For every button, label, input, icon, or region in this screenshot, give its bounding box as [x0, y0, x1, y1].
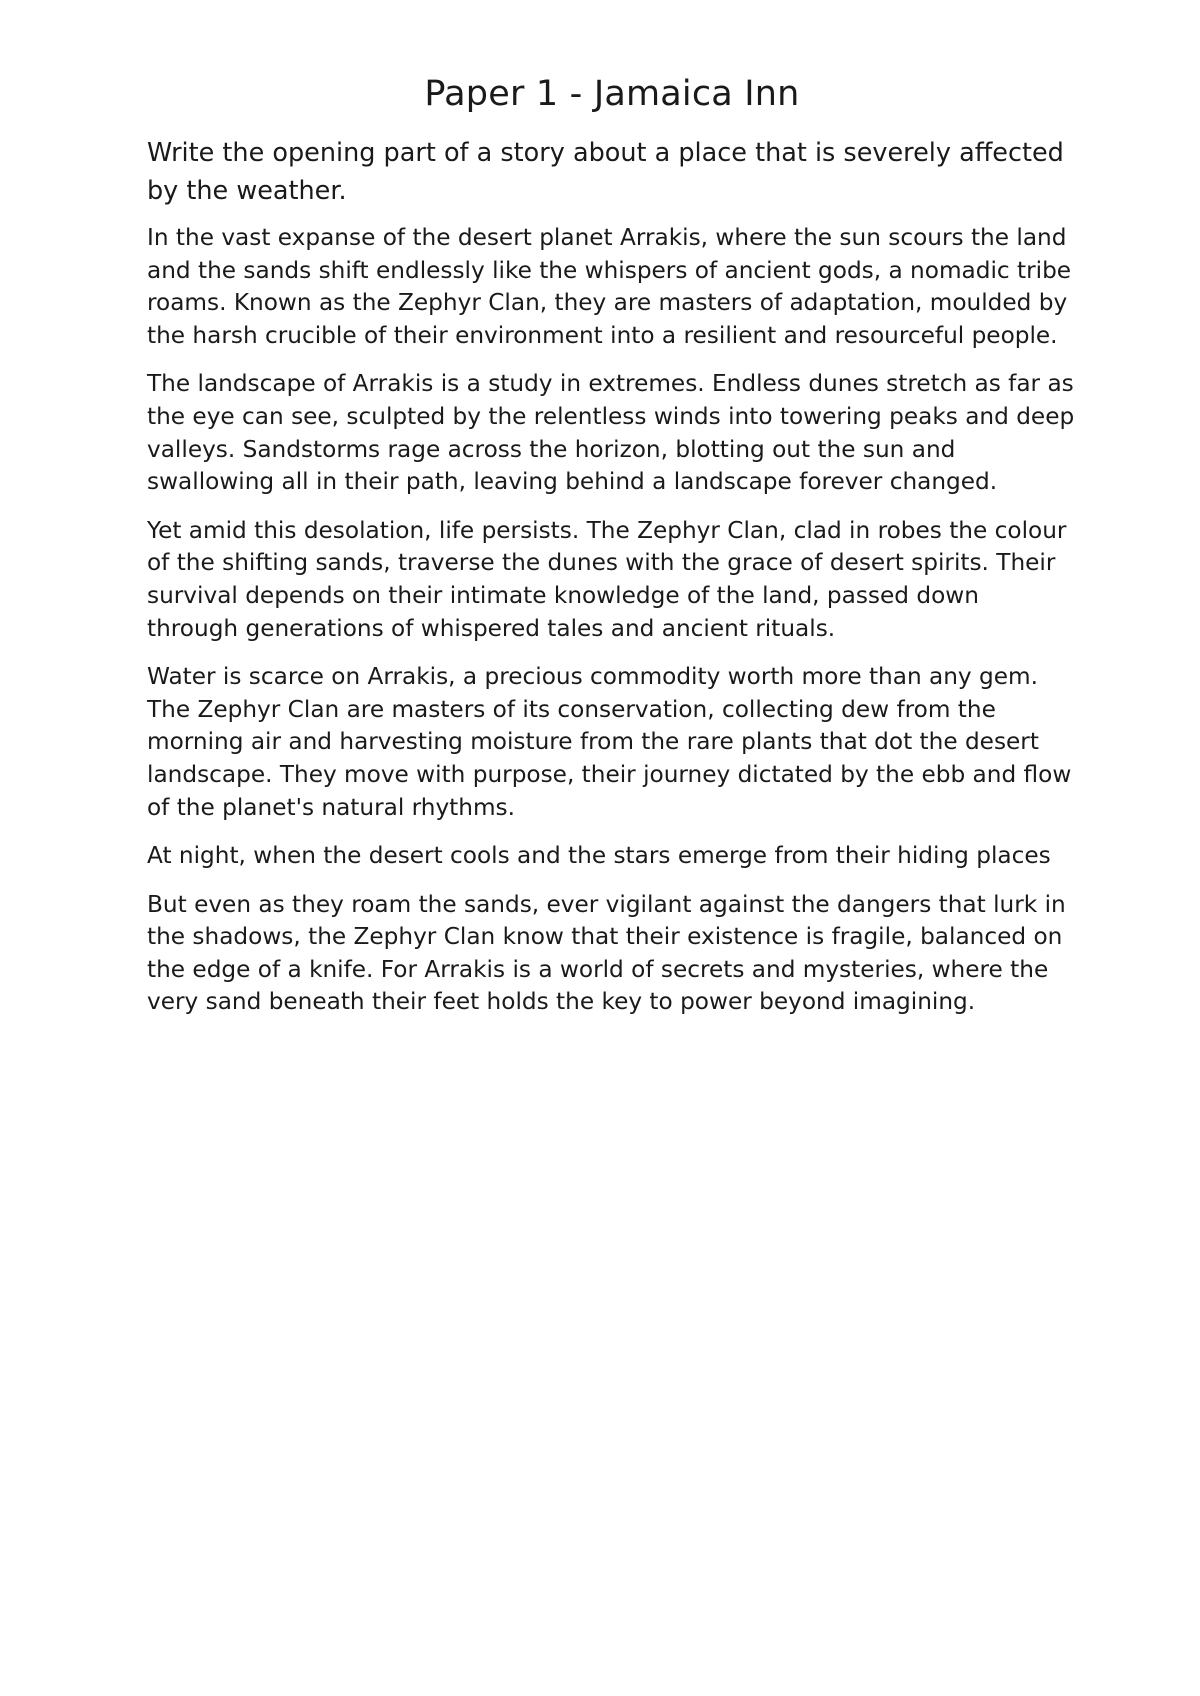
- story-paragraph: Water is scarce on Arrakis, a precious commodity worth more than any gem. The Zephyr Clan are masters of its conservation, collecting dew from the morning air and harvesting moisture from the rare plants that dot the desert landscape. They move with purpose, their journey dictated by the ebb and flow of the planet's natural rhythms.: [147, 663, 1072, 821]
- story-paragraph: In the vast expanse of the desert planet Arrakis, where the sun scours the land and the sands shift endlessly like the whispers of ancient gods, a nomadic tribe roams. Known as the Zephyr Clan, they are masters of adaptation, moulded by the harsh crucible of their environment into a resilient and resourceful people.: [147, 224, 1072, 349]
- story-paragraph: At night, when the desert cools and the stars emerge from their hiding places: [147, 842, 1051, 870]
- essay-prompt: Write the opening part of a story about a place that is severely affected by the weather.: [147, 138, 1064, 206]
- story-paragraph: But even as they roam the sands, ever vigilant against the dangers that lurk in the shadows, the Zephyr Clan know that their existence is fragile, balanced on the edge of a knife. For Arrakis is a world of secrets and mysteries, where the very sand beneath their feet holds the key to power beyond imagining.: [147, 890, 1066, 1016]
- document-title: Paper 1 - Jamaica Inn: [424, 74, 800, 114]
- story-paragraph: The landscape of Arrakis is a study in extremes. Endless dunes stretch as far as the eye can see, sculpted by the relentless winds into towering peaks and deep valleys. Sandstorms rage across the horizon, blotting out the sun and swallowing all in their path, leaving behind a landscape forever changed.: [147, 370, 1075, 496]
- story-paragraph: Yet amid this desolation, life persists. The Zephyr Clan, clad in robes the colour of the shifting sands, traverse the dunes with the grace of desert spirits. Their survival depends on their intimate knowledge of the land, passed down through generations of whispered tales and ancient rituals.: [147, 516, 1067, 642]
- document-content: [147, 70, 1077, 1035]
- story-body: [147, 222, 1077, 1019]
